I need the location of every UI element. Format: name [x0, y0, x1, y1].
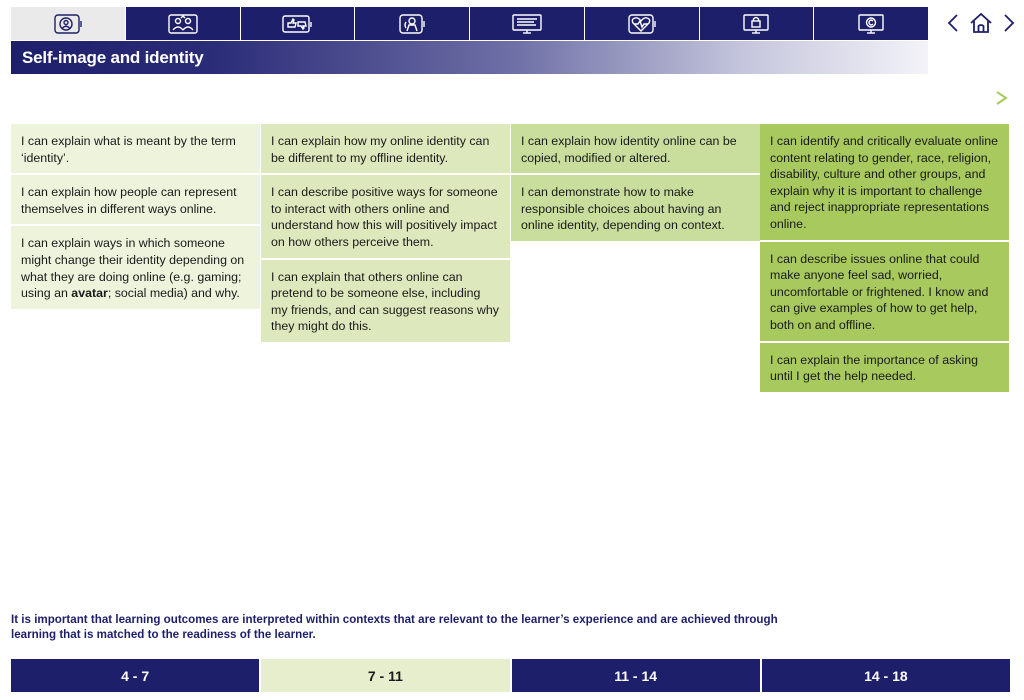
- outcome-text: I can describe issues online that could make anyone feel sad, worried, uncomfortable or frightened. I know and can give examples of how to get help, both on and offline.: [770, 251, 989, 332]
- outcome-statement: [11, 124, 260, 175]
- tab-bullying[interactable]: [355, 7, 470, 40]
- health-icon: [625, 13, 659, 35]
- age-tab-14-18[interactable]: 14 - 18: [762, 659, 1010, 692]
- outcome-statement: [261, 175, 510, 259]
- self-image-icon: [51, 13, 85, 35]
- outcome-text: I can describe positive ways for someone to interact with others online and understand how this will positively impact on how others perceive them.: [271, 185, 498, 249]
- next-page-button[interactable]: [1002, 12, 1016, 34]
- copyright-icon: [854, 13, 888, 35]
- strand-nav: [11, 7, 928, 40]
- outcome-statement: [511, 124, 760, 175]
- outcome-text: ; social media) and why.: [107, 286, 240, 301]
- age-group-bar: [11, 659, 1010, 692]
- outcome-statement: [261, 124, 510, 175]
- progression-arrow: [11, 90, 1010, 106]
- tab-relationships[interactable]: [126, 7, 241, 40]
- tab-self-image[interactable]: [11, 7, 126, 40]
- page-title: Self-image and identity: [22, 47, 204, 67]
- outcome-statement: [511, 175, 760, 243]
- age-tab-11-14[interactable]: 11 - 14: [512, 659, 762, 692]
- outcome-text: I can explain how my online identity can be different to my offline identity.: [271, 134, 490, 165]
- outcome-text: I can identify and critically evaluate online content relating to gender, race, religion, disability, culture and other groups, and explain why it is important to challenge and reject inappropriate representations online.: [770, 134, 998, 231]
- privacy-icon: [739, 13, 773, 35]
- outcome-text: I can explain ways in which someone might change their identity depending on what they are doing online (e.g. gaming; using an: [21, 236, 245, 301]
- bullying-icon: [395, 13, 429, 35]
- outcome-statement: [760, 242, 1009, 343]
- home-button[interactable]: [968, 11, 994, 35]
- outcome-statement: [11, 226, 260, 310]
- outcome-text: I can explain what is meant by the term ‘identity’.: [21, 134, 236, 165]
- column-age-11-14: [511, 124, 760, 243]
- outcome-text: I can explain how identity online can be copied, modified or altered.: [521, 134, 737, 165]
- outcome-text: I can demonstrate how to make responsible choices about having an online identity, depending on context.: [521, 185, 725, 233]
- tab-privacy[interactable]: [700, 7, 815, 40]
- tab-copyright[interactable]: [814, 7, 928, 40]
- outcome-statement: [760, 343, 1009, 394]
- outcome-text: I can explain how people can represent themselves in different ways online.: [21, 185, 237, 216]
- home-icon: [968, 11, 994, 35]
- prev-page-button[interactable]: [946, 12, 960, 34]
- column-age-4-7: [11, 124, 260, 311]
- outcome-statement: [11, 175, 260, 226]
- footnote: It is important that learning outcomes are interpreted within contexts that are relevant to the learner’s experience and are achieved through learning that is matched to the readiness of the learner.: [11, 613, 778, 642]
- outcome-text: I can explain that others online can pretend to be someone else, including my friends, and can suggest reasons why they might do this.: [271, 269, 499, 334]
- chevron-left-icon: [946, 12, 960, 34]
- section-title-bar: [11, 41, 928, 74]
- relationships-icon: [166, 13, 200, 35]
- reputation-icon: [280, 13, 314, 35]
- outcome-statement: [760, 124, 1009, 242]
- outcome-statement: [261, 260, 510, 344]
- age-tab-4-7[interactable]: 4 - 7: [11, 659, 261, 692]
- tab-information[interactable]: [470, 7, 585, 40]
- page-navigation: [946, 8, 1016, 38]
- information-icon: [510, 13, 544, 35]
- glossary-term[interactable]: avatar: [71, 286, 108, 301]
- chevron-right-icon: [1002, 12, 1016, 34]
- outcome-text: I can explain the importance of asking until I get the help needed.: [770, 352, 979, 384]
- column-age-7-11: [261, 124, 510, 344]
- tab-reputation[interactable]: [241, 7, 356, 40]
- age-tab-7-11[interactable]: 7 - 11: [261, 659, 511, 692]
- column-age-14-18: [760, 124, 1009, 394]
- tab-health[interactable]: [585, 7, 700, 40]
